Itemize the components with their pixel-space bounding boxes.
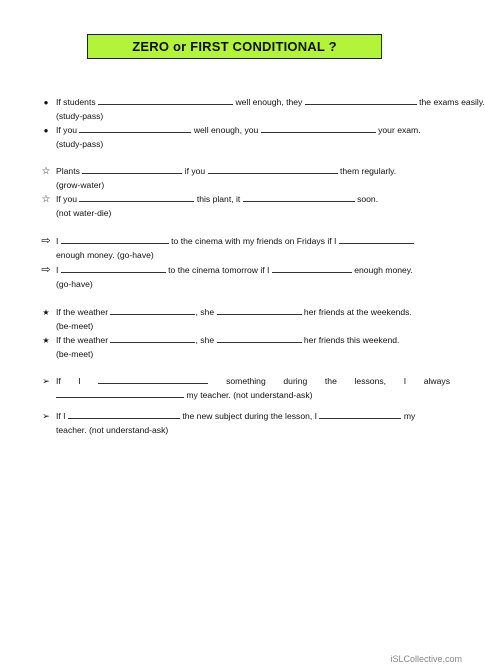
dot-bullet-icon (40, 95, 52, 110)
arrowhead-icon (40, 374, 52, 388)
sentence-text: enough money. (354, 265, 413, 275)
answer-blank[interactable] (305, 95, 417, 105)
verb-hint: (study-pass) (56, 111, 104, 121)
star-icon (40, 305, 52, 320)
sentence-continuation: teacher. (not understand-ask) (56, 425, 169, 435)
exercise-6 (40, 263, 450, 291)
sentence-text: , she (195, 307, 215, 317)
page-title: ZERO or FIRST CONDITIONAL ? (132, 39, 337, 54)
exercise-7 (40, 305, 450, 333)
exercise-9 (40, 374, 450, 402)
sentence-text: my (403, 411, 416, 421)
sentence-text: If the weather (56, 307, 109, 317)
exercise-4 (40, 192, 450, 220)
answer-blank[interactable] (79, 192, 194, 202)
answer-blank[interactable] (79, 123, 191, 133)
sentence-text: the (324, 376, 337, 386)
sentence-text: her friends at the weekends. (303, 307, 412, 317)
sentence-text: something (226, 376, 266, 386)
sentence-text: her friends this weekend. (303, 335, 400, 345)
exercise-10 (40, 409, 450, 437)
sentence-text: I (56, 265, 59, 275)
sentence-continuation: enough money. (go-have) (56, 250, 154, 260)
sentence-text: during (283, 376, 308, 386)
answer-blank[interactable] (110, 305, 195, 315)
title-box (87, 34, 382, 59)
star-icon (40, 333, 52, 348)
sentence-text: the new subject during the lesson, I (182, 411, 318, 421)
answer-blank[interactable] (339, 234, 414, 244)
star-outline-icon (40, 164, 52, 179)
verb-hint: (study-pass) (56, 139, 104, 149)
arrow-icon (40, 263, 52, 277)
sentence-text: them regularly. (340, 166, 397, 176)
answer-blank[interactable] (261, 123, 376, 133)
sentence-text: the exams easily. (419, 97, 485, 107)
answer-blank[interactable] (56, 388, 184, 398)
exercise-1 (40, 95, 485, 123)
sentence-text: If (56, 376, 61, 386)
sentence-text: If I (56, 411, 66, 421)
answer-blank[interactable] (217, 333, 302, 343)
sentence-text: well enough, they (235, 97, 303, 107)
answer-blank[interactable] (208, 164, 338, 174)
sentence-text: Plants (56, 166, 80, 176)
verb-hint: (not water-die) (56, 208, 112, 218)
exercise-5 (40, 234, 450, 262)
watermark: iSLCollective.com (390, 654, 462, 664)
sentence-text: lessons, (354, 376, 387, 386)
sentence-text: If the weather (56, 335, 109, 345)
answer-blank[interactable] (61, 263, 166, 273)
arrow-icon (40, 234, 52, 248)
sentence-text: always (423, 376, 450, 386)
sentence-text: to the cinema tomorrow if I (168, 265, 270, 275)
sentence-text: I (403, 376, 407, 386)
sentence-text: to the cinema with my friends on Fridays if I (171, 236, 337, 246)
dot-bullet-icon (40, 123, 52, 138)
answer-blank[interactable] (243, 192, 355, 202)
answer-blank[interactable] (61, 234, 169, 244)
sentence-text: , she (195, 335, 215, 345)
sentence-continuation (56, 388, 450, 402)
sentence-text: If students (56, 97, 96, 107)
sentence-text: if you (184, 166, 206, 176)
answer-blank[interactable] (217, 305, 302, 315)
verb-hint: (go-have) (56, 279, 93, 289)
sentence-text: If you (56, 194, 78, 204)
sentence-text: your exam. (378, 125, 421, 135)
sentence-text: well enough, you (193, 125, 259, 135)
star-outline-icon (40, 192, 52, 207)
answer-blank[interactable] (272, 263, 352, 273)
arrowhead-icon (40, 409, 52, 423)
exercise-3 (40, 164, 450, 192)
sentence-text: my teacher. (not understand-ask) (186, 390, 313, 400)
sentence-text: this plant, it (196, 194, 241, 204)
answer-blank[interactable] (319, 409, 401, 419)
verb-hint: (be-meet) (56, 349, 94, 359)
answer-blank[interactable] (98, 374, 208, 384)
answer-blank[interactable] (68, 409, 180, 419)
sentence-text: soon. (357, 194, 379, 204)
verb-hint: (grow-water) (56, 180, 105, 190)
exercise-2 (40, 123, 450, 151)
answer-blank[interactable] (110, 333, 195, 343)
answer-blank[interactable] (98, 95, 233, 105)
sentence-text: I (56, 236, 59, 246)
sentence-text: If you (56, 125, 78, 135)
verb-hint: (be-meet) (56, 321, 94, 331)
sentence-text: I (78, 376, 81, 386)
exercise-8 (40, 333, 450, 361)
answer-blank[interactable] (82, 164, 182, 174)
